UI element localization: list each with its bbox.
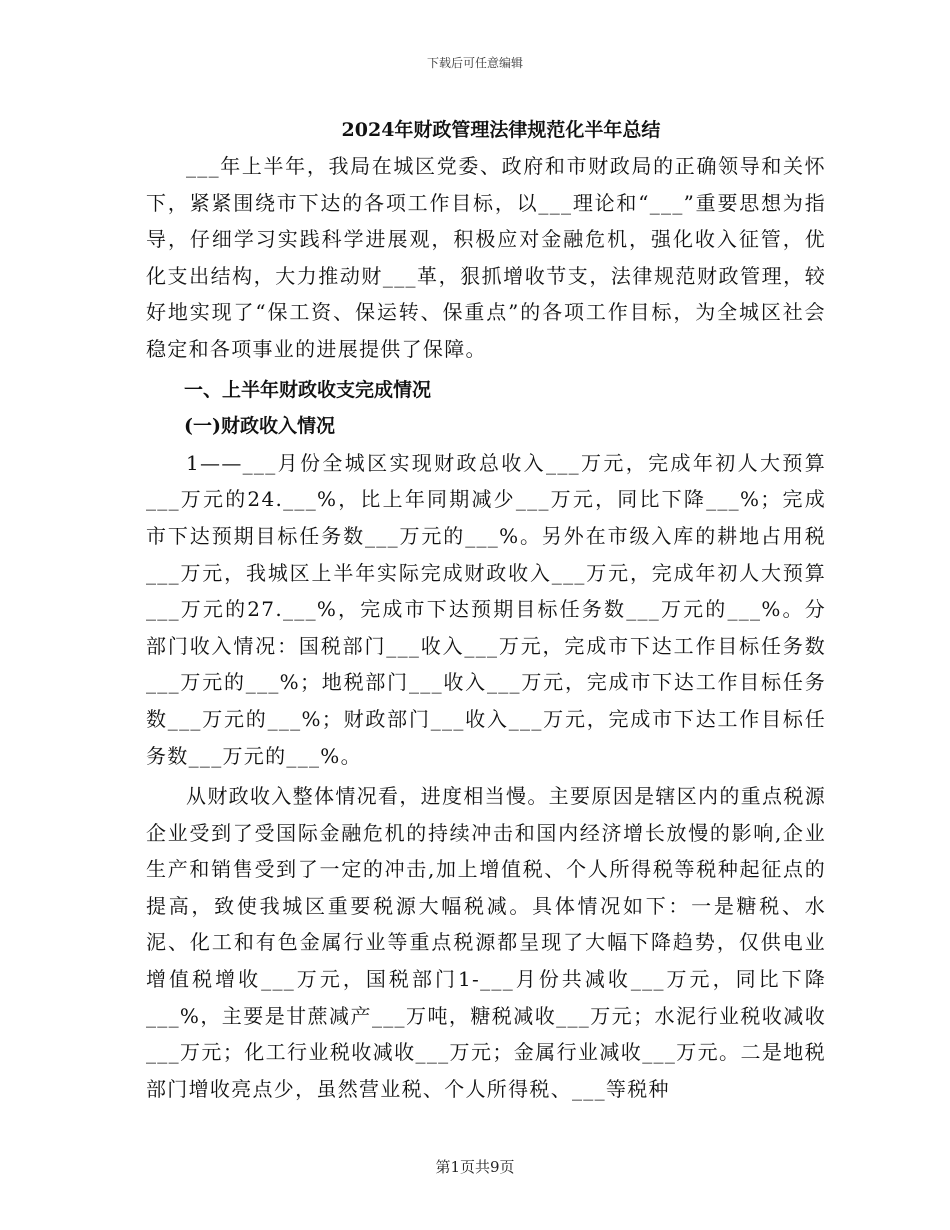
- income-paragraph: 1——___月份全城区实现财政总收入___万元，完成年初人大预算___万元的24.___%，比上年同期减少___万元，同比下降___%；完成市下达预期目标任务数___万元的___%。另外在市级入库的耕地占用税___万元，我城区上半年实际完成财政收入___万元，完成年初人大预算___万元的27.___%，完成市下达预期目标任务数___万元的___%。分部门收入情况：国税部门___收入___万元，完成市下达工作目标任务数___万元的___%；地税部门___收入___万元，完成市下达工作目标任务数___万元的___%；财政部门___收入___万元，完成市下达工作目标任务数___万元的___%。: [146, 450, 826, 768]
- intro-paragraph: ___年上半年，我局在城区党委、政府和市财政局的正确领导和关怀下，紧紧围绕市下达的各项工作目标，以___理论和“___”重要思想为指导，仔细学习实践科学进展观，积极应对金融危机，强化收入征管，优化支出结构，大力推动财___革，狠抓增收节支，法律规范财政管理，较好地实现了“保工资、保运转、保重点”的各项工作目标，为全城区社会稳定和各项事业的进展提供了保障。: [146, 154, 826, 361]
- subsection-heading: (一)财政收入情况: [184, 415, 335, 438]
- page-footer: 第1页共9页: [435, 1158, 515, 1176]
- page-header: 下载后可任意编辑: [426, 56, 523, 70]
- document-body: [146, 112, 826, 1107]
- document-title: 2024年财政管理法律规范化半年总结: [341, 119, 661, 141]
- section-heading: 一、上半年财政收支完成情况: [184, 378, 432, 401]
- analysis-paragraph: 从财政收入整体情况看，进度相当慢。主要原因是辖区内的重点税源企业受到了受国际金融危机的持续冲击和国内经济增长放慢的影响,企业生产和销售受到了一定的冲击,加上增值税、个人所得税等税种起征点的提高，致使我城区重要税源大幅税减。具体情况如下：一是糖税、水泥、化工和有色金属行业等重点税源都呈现了大幅下降趋势，仅供电业增值税增收___万元，国税部门1-___月份共减收___万元，同比下降___%，主要是甘蔗减产___万吨，糖税减收___万元；水泥行业税收减收___万元；化工行业税收减收___万元；金属行业减收___万元。二是地税部门增收亮点少，虽然营业税、个人所得税、___等税种: [146, 784, 826, 1101]
